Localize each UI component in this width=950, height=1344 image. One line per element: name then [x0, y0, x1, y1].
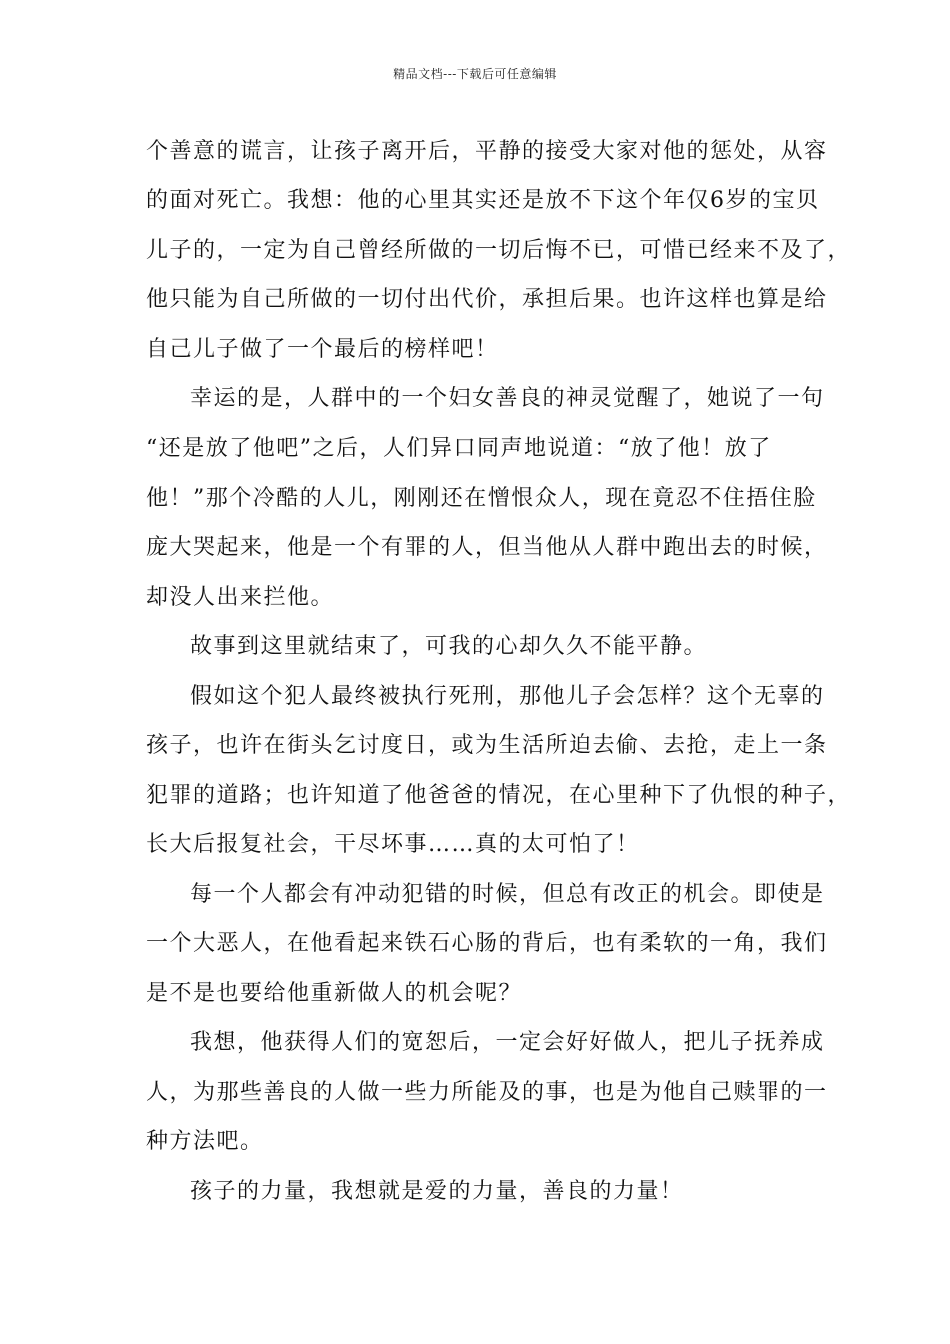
text-line: 他！”那个冷酷的人儿，刚刚还在憎恨众人，现在竟忍不住捂住脸	[146, 486, 817, 511]
text-line: 的面对死亡。我想：他的心里其实还是放不下这个年仅6岁的宝贝	[146, 188, 820, 213]
text-line: 庞大哭起来，他是一个有罪的人，但当他从人群中跑出去的时候，	[146, 535, 828, 560]
paragraph-first-line: 故事到这里就结束了，可我的心却久久不能平静。	[190, 634, 708, 659]
text-line: “还是放了他吧”之后，人们异口同声地说道：“放了他！放了	[146, 436, 772, 461]
paragraph-first-line: 幸运的是，人群中的一个妇女善良的神灵觉醒了，她说了一句	[190, 386, 825, 411]
text-line: 一个大恶人，在他看起来铁石心肠的背后，也有柔软的一角，我们	[146, 931, 828, 956]
text-line: 却没人出来拦他。	[146, 585, 335, 610]
page-header: 精品文档---下载后可任意编辑	[393, 67, 557, 81]
text-line: 孩子，也许在街头乞讨度日，或为生活所迫去偷、去抢，走上一条	[146, 733, 828, 758]
text-line: 犯罪的道路；也许知道了他爸爸的情况，在心里种下了仇恨的种子，	[146, 783, 852, 808]
text-line: 他只能为自己所做的一切付出代价，承担后果。也许这样也算是给	[146, 287, 828, 312]
text-line: 长大后报复社会，干尽坏事……真的太可怕了！	[146, 832, 640, 857]
text-line: 是不是也要给他重新做人的机会呢？	[146, 981, 523, 1006]
text-line: 自己儿子做了一个最后的榜样吧！	[146, 337, 499, 362]
paragraph-first-line: 每一个人都会有冲动犯错的时候，但总有改正的机会。即使是	[190, 882, 825, 907]
text-line: 个善意的谎言，让孩子离开后，平静的接受大家对他的惩处，从容	[146, 139, 828, 164]
text-line: 儿子的，一定为自己曾经所做的一切后悔不已，可惜已经来不及了，	[146, 238, 852, 263]
paragraph-first-line: 我想，他获得人们的宽恕后，一定会好好做人，把儿子抚养成	[190, 1030, 825, 1055]
text-line: 种方法吧。	[146, 1129, 264, 1154]
paragraph-first-line: 孩子的力量，我想就是爱的力量，善良的力量！	[190, 1179, 684, 1204]
text-line: 人，为那些善良的人做一些力所能及的事，也是为他自己赎罪的一	[146, 1080, 828, 1105]
paragraph-first-line: 假如这个犯人最终被执行死刑，那他儿子会怎样？这个无辜的	[190, 684, 825, 709]
